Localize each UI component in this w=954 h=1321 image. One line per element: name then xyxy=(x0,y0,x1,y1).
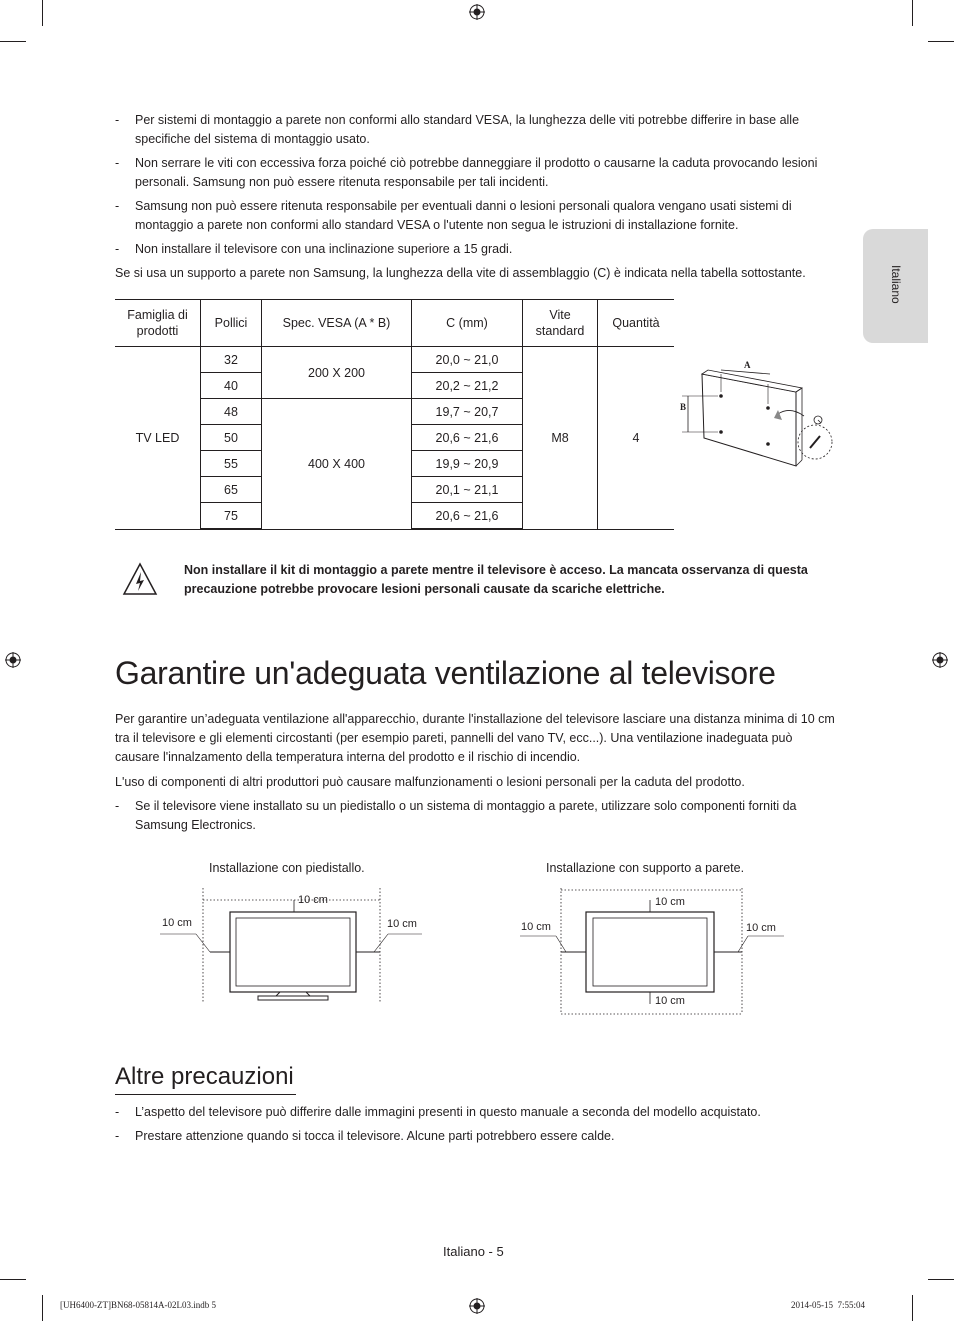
table-cell-inch: 40 xyxy=(201,373,262,399)
bullet-dash: - xyxy=(115,242,120,256)
vesa-table xyxy=(115,299,674,530)
footer-file-info: [UH6400-ZT]BN68-05814A-02L03.indb 5 xyxy=(60,1300,216,1310)
language-side-tab xyxy=(863,229,928,343)
electric-shock-warning: Non installare il kit di montaggio a parete mentre il televisore è acceso. La mancata osservanza di questa precauzione potrebbe provocare lesioni personali causate da scariche elettriche. xyxy=(184,563,808,596)
page-number: Italiano - 5 xyxy=(443,1244,504,1259)
list-item xyxy=(115,1127,830,1146)
registration-mark-icon xyxy=(469,4,485,20)
bullet-dash: - xyxy=(115,1105,120,1119)
table-cell-family: TV LED xyxy=(115,347,201,530)
registration-mark-icon xyxy=(469,1298,485,1314)
ventilation-paragraph: Per garantire un’adeguata ventilazione all'apparecchio, durante l'installazione del televisore lasciare una distanza minima di 10 cm tra il televisore e gli elementi circostanti (per esempio pareti, pannelli del vano TV, ecc...). Una ventilazione inadeguata può causare l'innalzamento della temperatura interna del prodotto e il rischio di incendio. xyxy=(115,712,835,764)
distance-label: 10 cm xyxy=(521,921,551,933)
registration-mark-icon xyxy=(5,652,21,668)
table-cell-c: 20,6 ~ 21,6 xyxy=(412,503,523,530)
table-cell-inch: 48 xyxy=(201,399,262,425)
distance-label: 10 cm xyxy=(387,918,417,930)
crop-mark xyxy=(912,1295,913,1321)
table-cell-vesa: 200 X 200 xyxy=(262,347,412,399)
crop-mark xyxy=(928,41,954,42)
list-item xyxy=(115,797,830,835)
dimension-b-label: B xyxy=(680,402,687,412)
table-intro: Se si usa un supporto a parete non Samsung, la lunghezza della vite di assemblaggio (C) è indicata nella tabella sottostante. xyxy=(115,266,806,280)
table-header: Pollici xyxy=(201,300,262,347)
table-cell-c: 20,2 ~ 21,2 xyxy=(412,373,523,399)
table-cell-screw: M8 xyxy=(523,347,598,530)
list-item xyxy=(115,240,830,259)
section-title: Garantire un'adeguata ventilazione al televisore xyxy=(115,655,776,691)
bullet-dash: - xyxy=(115,1129,120,1143)
list-item xyxy=(115,1103,830,1122)
list-item xyxy=(115,154,830,192)
list-item xyxy=(115,197,830,235)
bullet-text: Per sistemi di montaggio a parete non conformi allo standard VESA, la lunghezza delle viti potrebbe differire in base alle specifiche del sistema di montaggio usato. xyxy=(135,113,800,146)
dimension-a-label: A xyxy=(744,360,751,370)
distance-label: 10 cm xyxy=(746,922,776,934)
table-header: Famiglia di prodotti xyxy=(115,300,201,347)
table-cell-quantity: 4 xyxy=(598,347,675,530)
table-cell-inch: 65 xyxy=(201,477,262,503)
subsection-underline xyxy=(115,1094,296,1095)
table-header: C (mm) xyxy=(412,300,523,347)
bullet-dash: - xyxy=(115,156,120,170)
list-item xyxy=(115,111,830,149)
stand-installation-diagram xyxy=(160,888,430,1006)
table-header-row xyxy=(115,300,674,347)
bullet-text: Non installare il televisore con una inclinazione superiore a 15 gradi. xyxy=(135,242,513,256)
crop-mark xyxy=(0,1279,26,1280)
crop-mark xyxy=(928,1279,954,1280)
footer-timestamp: 2014-05-15 7:55:04 xyxy=(791,1300,865,1310)
table-cell-c: 20,0 ~ 21,0 xyxy=(412,347,523,373)
table-cell-c: 19,9 ~ 20,9 xyxy=(412,451,523,477)
table-cell-inch: 75 xyxy=(201,503,262,530)
registration-mark-icon xyxy=(932,652,948,668)
table-cell-inch: 32 xyxy=(201,347,262,373)
table-cell-c: 20,6 ~ 21,6 xyxy=(412,425,523,451)
bullet-dash: - xyxy=(115,199,120,213)
bullet-text: Non serrare le viti con eccessiva forza poiché ciò potrebbe danneggiare il prodotto o causarne la caduta provocando lesioni personali. Samsung non può essere ritenuta responsabile per tali incidenti. xyxy=(135,156,818,189)
subsection-title: Altre precauzioni xyxy=(115,1063,294,1090)
bullet-text: Se il televisore viene installato su un piedistallo o un sistema di montaggio a parete, utilizzare solo componenti forniti da Samsung Electronics. xyxy=(135,799,797,832)
bullet-text: Samsung non può essere ritenuta responsabile per eventuali danni o lesioni personali qualora vengano usati sistemi di montaggio a parete non conformi allo standard VESA o l'utente non segua le istruzioni di installazione fornite. xyxy=(135,199,792,232)
distance-label: 10 cm xyxy=(655,995,685,1007)
warning-triangle-icon xyxy=(122,562,158,596)
side-tab-label: Italiano xyxy=(889,265,903,304)
table-header: Spec. VESA (A * B) xyxy=(262,300,412,347)
crop-mark xyxy=(912,0,913,26)
table-cell-inch: 50 xyxy=(201,425,262,451)
wall-installation-label: Installazione con supporto a parete. xyxy=(546,861,745,875)
crop-mark xyxy=(0,41,26,42)
stand-installation-label: Installazione con piedistallo. xyxy=(209,861,365,875)
bullet-text: L’aspetto del televisore può differire dalle immagini presenti in questo manuale a seconda del modello acquistato. xyxy=(135,1105,761,1119)
bullet-dash: - xyxy=(115,113,120,127)
table-header: Vite standard xyxy=(523,300,598,347)
bullet-dash: - xyxy=(115,799,120,813)
table-cell-c: 19,7 ~ 20,7 xyxy=(412,399,523,425)
distance-label: 10 cm xyxy=(162,917,192,929)
crop-mark xyxy=(42,1295,43,1321)
table-header: Quantità xyxy=(598,300,675,347)
distance-label: 10 cm xyxy=(655,896,685,908)
bullet-text: Prestare attenzione quando si tocca il televisore. Alcune parti potrebbero essere calde. xyxy=(135,1129,615,1143)
wall-mount-diagram xyxy=(678,352,838,472)
crop-mark xyxy=(42,0,43,26)
table-cell-c: 20,1 ~ 21,1 xyxy=(412,477,523,503)
table-cell-inch: 55 xyxy=(201,451,262,477)
table-row xyxy=(115,347,674,373)
distance-label: 10 cm xyxy=(298,894,328,906)
ventilation-paragraph: L'uso di componenti di altri produttori può causare malfunzionamenti o lesioni personali per la caduta del prodotto. xyxy=(115,775,745,789)
table-cell-vesa: 400 X 400 xyxy=(262,399,412,530)
